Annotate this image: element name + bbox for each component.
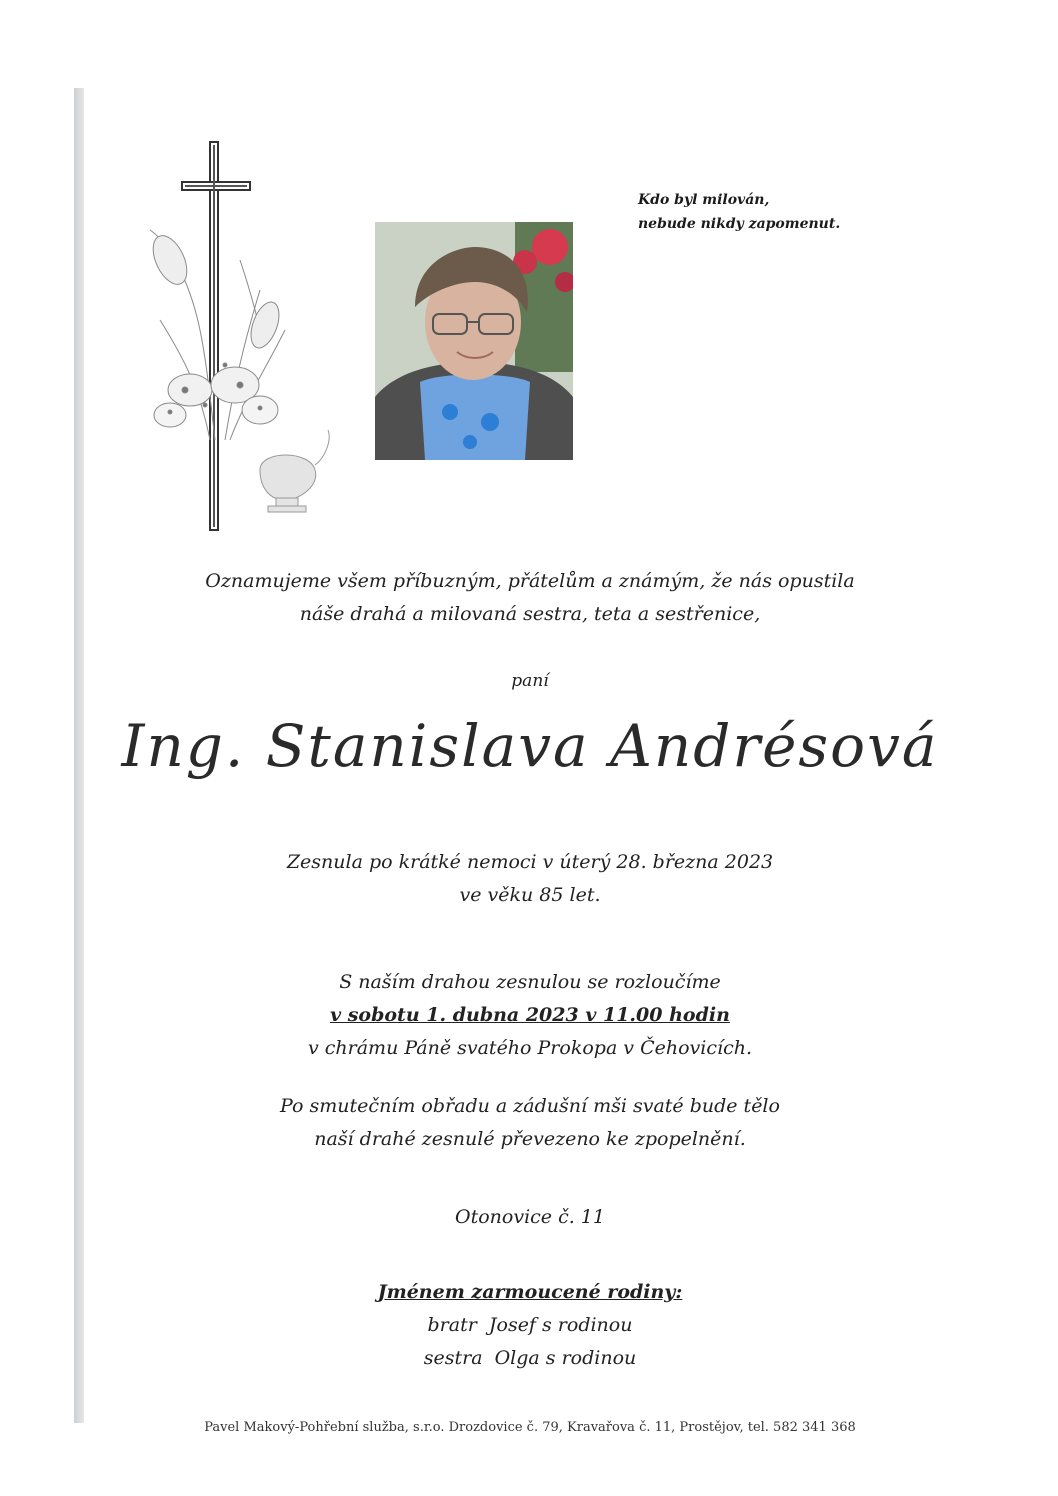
left-border-bar [74,88,84,1423]
cross-icon [182,142,250,530]
ceremony-place: v chrámu Páně svatého Prokopa v Čehovicích. [307,1037,752,1059]
deceased-name: Ing. Stanislava Andrésová [121,712,939,780]
announcement-line-2: náše drahá a milovaná sestra, teta a sestřenice, [299,603,761,625]
footer-funeral-service: Pavel Makový-Pohřební služba, s.r.o. Drozdovice č. 79, Kravařova č. 11, Prostějov, tel. 582 341 368 [204,1420,856,1435]
after-ceremony-line-1: Po smutečním obřadu a zádušní mši svaté bude tělo [280,1095,780,1117]
address: Otonovice č. 11 [455,1206,605,1228]
announcement [110,565,950,631]
portrait-photo [375,222,573,460]
after-ceremony [110,1090,950,1156]
announcement-line-1: Oznamujeme všem příbuzným, přátelům a známým, že nás opustila [205,570,855,592]
family-block [110,1276,950,1375]
death-info-line-1: Zesnula po krátké nemoci v úterý 28. března 2023 [286,851,774,873]
motto-line-2: nebude nikdy zapomenut. [638,216,841,232]
family-member: bratr Josef s rodinou [427,1314,633,1336]
motto-line-1: Kdo byl milován, [638,192,770,208]
family-member: sestra Olga s rodinou [423,1347,637,1369]
death-info [110,846,950,912]
oil-lamp-icon [260,430,329,512]
title-word: paní [511,671,549,691]
motto [638,188,840,236]
after-ceremony-line-2: naší drahé zesnulé převezeno ke zpopelnění. [314,1128,746,1150]
ceremony-info [110,966,950,1065]
family-heading: Jménem zarmoucené rodiny: [377,1281,683,1303]
ceremony-line-1: S naším drahou zesnulou se rozloučíme [339,971,721,993]
cross-lily-decoration [140,140,340,535]
ceremony-date: v sobotu 1. dubna 2023 v 11.00 hodin [330,1004,730,1026]
death-info-line-2: ve věku 85 let. [459,884,601,906]
